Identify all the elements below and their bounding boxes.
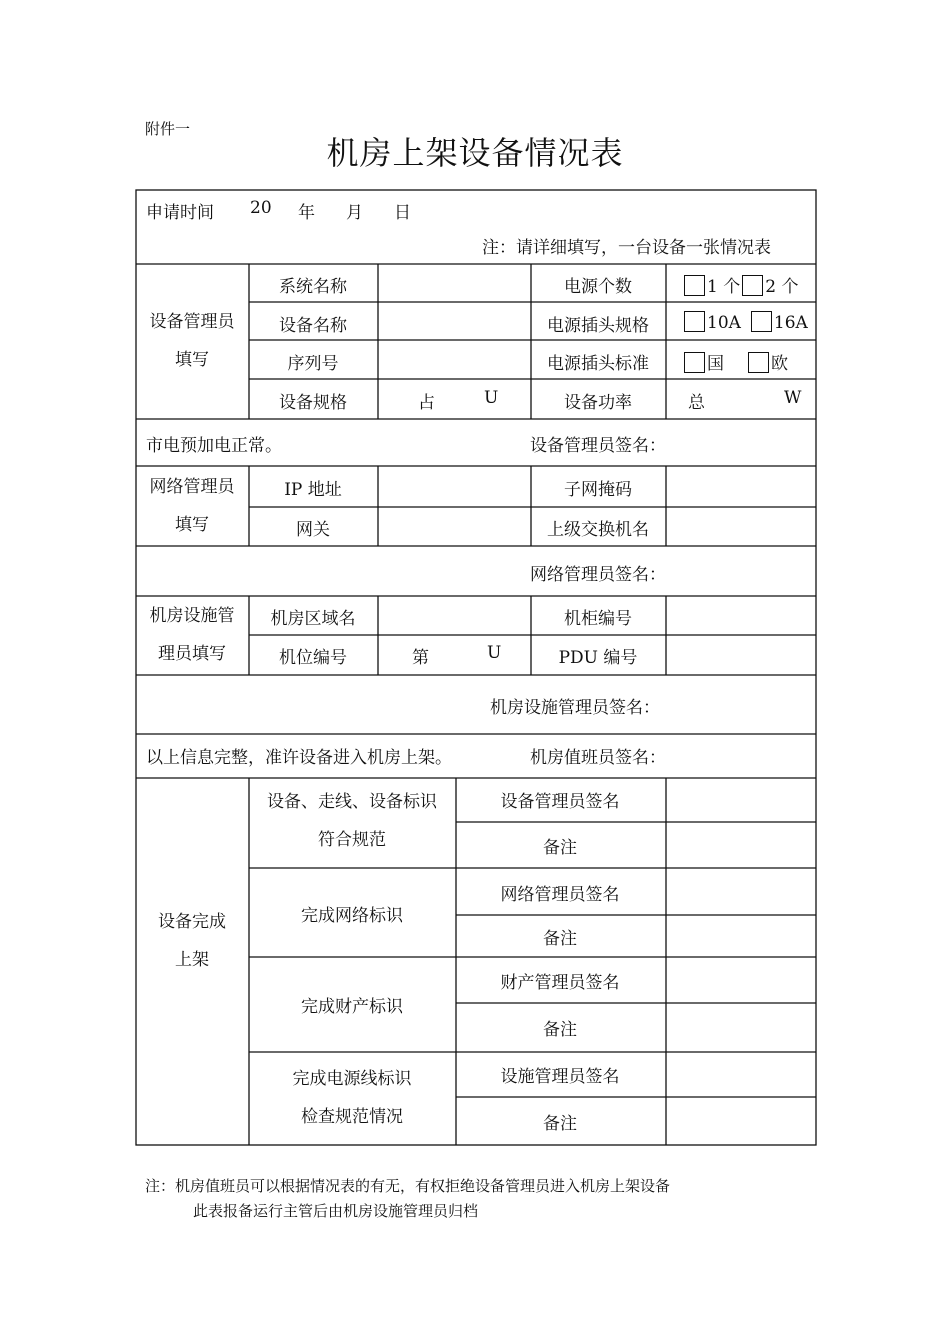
form-title: 机房上架设备情况表 [326, 134, 624, 172]
item4-remark-label: 备注 [543, 1114, 577, 1134]
power-unit-label: W [784, 388, 802, 408]
std-euro-checkbox[interactable] [748, 352, 769, 373]
power-2-checkbox[interactable] [742, 275, 763, 296]
plug-standard-options [684, 349, 788, 374]
item3-signature-label: 财产管理员签名 [500, 973, 620, 993]
power-total-label: 总 [688, 393, 705, 413]
device-power-label: 设备功率 [564, 393, 632, 413]
item1-remark-label: 备注 [543, 838, 577, 858]
power-count-options [684, 272, 798, 297]
apply-time-label: 申请时间 [146, 203, 214, 223]
device-section-heading: 设备管理员 填写 [149, 312, 235, 370]
plug-spec-options [684, 311, 808, 333]
item4-signature-label: 设施管理员签名 [500, 1067, 620, 1087]
apply-day-label: 日 [394, 203, 411, 223]
apply-year-prefix: 20 [250, 198, 272, 218]
completion-item-network: 完成网络标识 [301, 906, 403, 926]
apply-year-label: 年 [298, 203, 315, 223]
plug-16a-checkbox[interactable] [751, 311, 772, 332]
approval-text: 以上信息完整，准许设备进入机房上架。 [146, 748, 452, 768]
duty-officer-signature-label: 机房值班员签名： [530, 748, 666, 768]
pdu-no-label: PDU 编号 [558, 648, 638, 668]
completion-item-power: 完成电源线标识 检查规范情况 [292, 1069, 412, 1127]
serial-no-label: 序列号 [287, 354, 339, 374]
apply-month-label: 月 [346, 203, 363, 223]
power-2-label: 2 个 [765, 277, 799, 297]
mains-ok-text: 市电预加电正常。 [146, 436, 282, 456]
power-1-checkbox[interactable] [684, 275, 705, 296]
footnote-line2: 此表报备运行主管后由机房设施管理员归档 [193, 1202, 479, 1220]
network-section-heading: 网络管理员 填写 [149, 477, 235, 535]
gateway-label: 网关 [296, 520, 330, 540]
plug-spec-label: 电源插头规格 [547, 316, 649, 336]
item3-remark-label: 备注 [543, 1020, 577, 1040]
item1-signature-label: 设备管理员签名 [500, 792, 620, 812]
apply-note: 注：请详细填写，一台设备一张情况表 [482, 238, 771, 258]
completion-item-standards: 设备、走线、设备标识 符合规范 [267, 792, 437, 850]
position-prefix-label: 第 [412, 648, 429, 668]
item2-signature-label: 网络管理员签名 [500, 885, 620, 905]
rack-position-label: 机位编号 [279, 648, 347, 668]
item2-remark-label: 备注 [543, 929, 577, 949]
std-euro-label: 欧 [771, 354, 788, 374]
power-1-label: 1 个 [707, 277, 741, 297]
footnote-line1: 注：机房值班员可以根据情况表的有无，有权拒绝设备管理员进入机房上架设备 [145, 1177, 671, 1195]
upstream-switch-label: 上级交换机名 [547, 520, 649, 540]
subnet-mask-label: 子网掩码 [564, 480, 632, 500]
ip-address-label: IP 地址 [284, 480, 342, 500]
spec-unit-label: U [484, 388, 499, 408]
std-national-checkbox[interactable] [684, 352, 705, 373]
attachment-label: 附件一 [145, 120, 191, 138]
plug-standard-label: 电源插头标准 [547, 354, 649, 374]
facility-manager-signature-label: 机房设施管理员签名： [490, 698, 660, 718]
device-manager-signature-label: 设备管理员签名： [530, 436, 666, 456]
std-national-label: 国 [707, 354, 724, 374]
spec-occupy-label: 占 [418, 393, 435, 413]
plug-10a-label: 10A [707, 313, 741, 333]
plug-10a-checkbox[interactable] [684, 311, 705, 332]
plug-16a-label: 16A [773, 313, 808, 333]
facility-section-heading: 机房设施管 理员填写 [149, 606, 235, 664]
system-name-label: 系统名称 [279, 277, 347, 297]
device-name-label: 设备名称 [279, 316, 347, 336]
position-unit-label: U [487, 643, 502, 663]
completion-section-heading: 设备完成 上架 [158, 912, 226, 970]
network-manager-signature-label: 网络管理员签名： [530, 565, 666, 585]
cabinet-no-label: 机柜编号 [564, 609, 632, 629]
power-count-label: 电源个数 [564, 277, 632, 297]
room-area-label: 机房区域名 [270, 609, 356, 629]
completion-item-asset: 完成财产标识 [301, 997, 403, 1017]
device-spec-label: 设备规格 [279, 393, 347, 413]
